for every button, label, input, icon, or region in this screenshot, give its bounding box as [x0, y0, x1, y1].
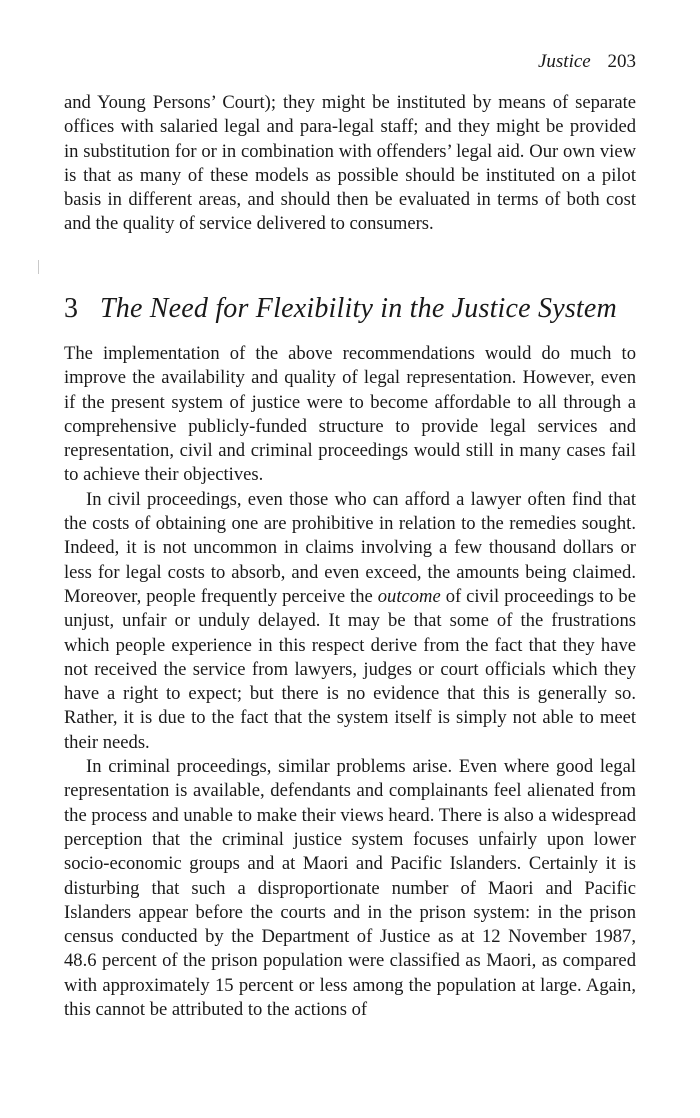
page-number: 203: [607, 51, 636, 72]
section-heading: [64, 292, 636, 326]
margin-mark: [38, 260, 39, 274]
paragraph-2-text-b: of civil proceedings to be unjust, unfair or unduly delayed. It may be that some of the frustrations which people experience in this respect derive from the fact that they have not received the service from lawyers, judges or court officials which they have a right to expect; but there is no evidence that this is generally so. Rather, it is due to the fact that the system itself is simply not able to meet their needs.: [64, 585, 636, 753]
section-title: The Need for Flexibility in the Justice System: [100, 293, 617, 324]
running-title: Justice: [537, 51, 591, 72]
continued-paragraph: and Young Persons’ Court); they might be instituted by means of separate offices with salaried legal and para-legal staff; and they might be provided in substitution for or in combination with offenders’ legal aid. Our own view is that as many of these models as possible should be instituted on a pilot basis in different areas, and should then be evaluated in terms of both cost and the quality of service delivered to consumers.: [64, 92, 636, 235]
section-body: [64, 342, 636, 1022]
section-number: 3: [64, 293, 78, 324]
paragraph-2-emphasis: outcome: [377, 585, 441, 607]
paragraph-1: The implementation of the above recommendations would do much to improve the availability and quality of legal representation. However, even if the present system of justice were to become affordable to all through a comprehensive publicly-funded structure to provide legal services and representation, civil and criminal proceedings would still in many cases fail to achieve their objectives.: [64, 343, 636, 486]
paragraph-3: In criminal proceedings, similar problems arise. Even where good legal representation is available, defendants and complainants feel alienated from the process and unable to make their views heard. There is also a widespread perception that the criminal justice system focuses unfairly upon lower socio-economic groups and at Maori and Pacific Islanders. Certainly it is disturbing that such a disproportionate number of Maori and Pacific Islanders appear before the courts and in the prison system: in the prison census conducted by the Department of Justice as at 12 November 1987, 48.6 percent of the prison population were classified as Maori, as compared with approximately 15 percent or less among the population at large. Again, this cannot be attributed to the actions of: [64, 756, 636, 1021]
running-head: [538, 50, 636, 74]
continued-paragraph-block: [64, 91, 636, 237]
paragraph-2: [64, 488, 636, 755]
paragraph-2-text-a: In civil proceedings, even those who can afford a lawyer often find that the costs of obtaining one are prohibitive in relation to the remedies sought. Indeed, it is not uncommon in claims involving a few thousand dollars or less for legal costs to absorb, and even exceed, the amounts being claimed. Moreover, people frequently perceive the: [64, 488, 636, 607]
